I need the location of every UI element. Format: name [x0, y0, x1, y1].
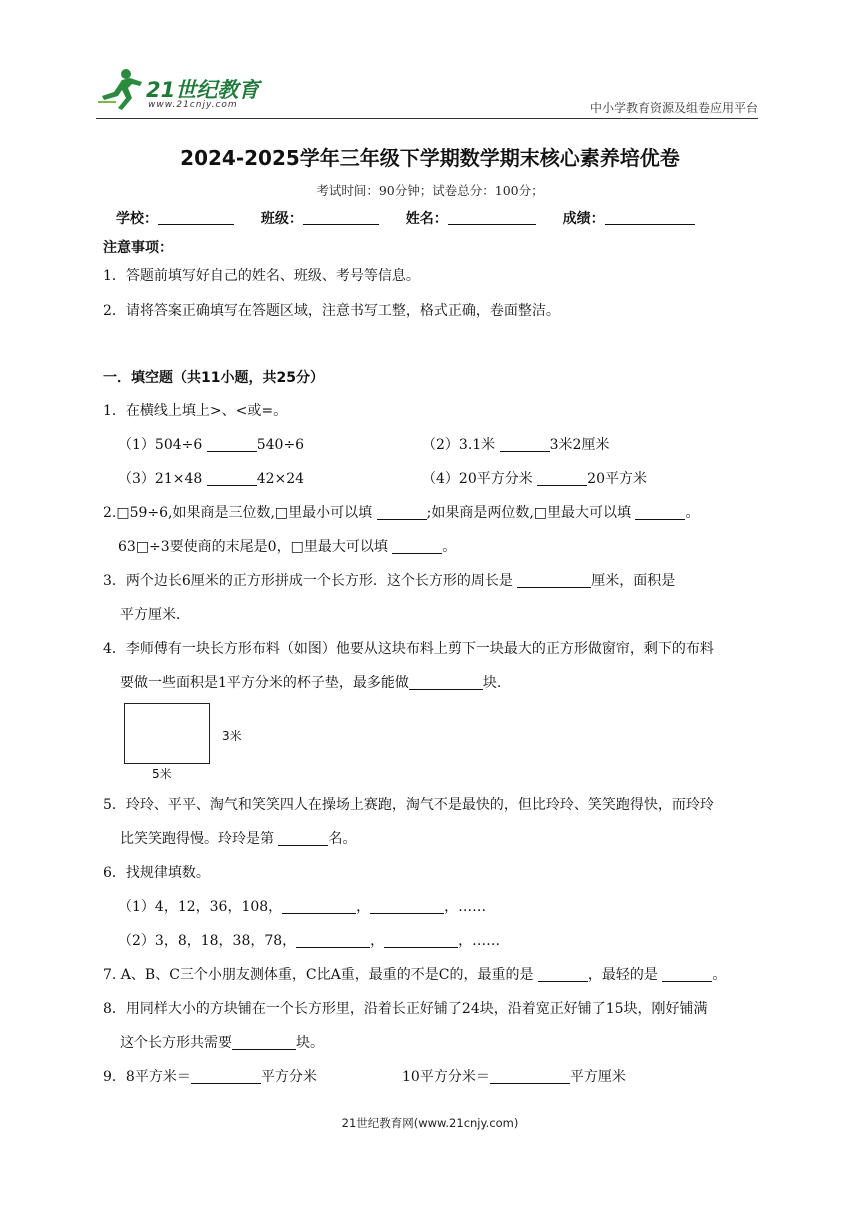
section-heading: 一．填空题（共11小题，共25分） — [103, 370, 324, 386]
logo-text: 21世纪教育 — [146, 78, 260, 102]
q2-text-d: 63□÷3要使商的末尾是0，□里最大可以填 — [118, 539, 393, 555]
q6-series2 — [118, 930, 500, 950]
q1-part4-blank[interactable] — [537, 471, 587, 486]
q1-part1 — [118, 434, 304, 454]
q1-part2 — [422, 434, 609, 454]
q1-part2-right: 3米2厘米 — [549, 437, 610, 453]
q2-blank-2[interactable] — [635, 505, 685, 520]
student-info-row — [116, 208, 717, 228]
q1-part3-left: （3）21×48 — [118, 471, 207, 487]
q1-part2-left: （2）3.1米 — [422, 437, 500, 453]
score-label: 成绩： — [562, 211, 605, 227]
logo-url: www.21cnjy.com — [148, 100, 238, 110]
q3-line2: 平方厘米． — [120, 607, 190, 623]
q5-blank[interactable] — [278, 831, 328, 846]
header-divider — [96, 118, 758, 119]
q6-series1-comma: ， — [356, 899, 371, 915]
q9-text-b: 平方分米 — [260, 1069, 317, 1085]
q1-part3 — [118, 468, 304, 488]
q9-part1 — [103, 1066, 317, 1086]
q6-series1-blank-1[interactable] — [282, 899, 356, 914]
q2-text-a: 2.□59÷6,如果商是三位数,□里最小可以填 — [103, 505, 377, 521]
q5-text-c: 名。 — [328, 831, 357, 847]
page-footer: 21世纪教育网(www.21cnjy.com) — [341, 1116, 519, 1130]
fabric-rectangle-figure — [124, 703, 210, 764]
runner-logo-icon — [96, 66, 148, 112]
q1-part3-blank[interactable] — [207, 471, 257, 486]
q6-series1 — [118, 896, 486, 916]
q9-part2 — [402, 1066, 626, 1086]
q1-stem: 1．在横线上填上>、<或=。 — [103, 403, 288, 419]
q6-series1-ellipsis: ，…… — [444, 899, 487, 915]
q4-text-c: 块. — [482, 675, 502, 691]
q5-text-b: 比笑笑跑得慢。玲玲是第 — [120, 831, 279, 847]
q2-blank-1[interactable] — [377, 505, 427, 520]
class-label: 班级： — [260, 211, 303, 227]
name-label: 姓名： — [405, 211, 448, 227]
q6-series1-blank-2[interactable] — [370, 899, 444, 914]
q9-blank-2[interactable] — [490, 1069, 570, 1084]
q4-line1: 4．李师傅有一块长方形布料（如图）他要从这块布料上剪下一块最大的正方形做窗帘，剩下的布料 — [103, 641, 714, 657]
q4-text-b: 要做一些面积是1平方分米的杯子垫，最多能做 — [120, 675, 409, 691]
q1-part1-right: 540÷6 — [256, 437, 305, 453]
logo — [96, 66, 266, 116]
q7-blank-1[interactable] — [538, 967, 588, 982]
q2-blank-3[interactable] — [392, 539, 442, 554]
q2-text-c: 。 — [685, 505, 700, 521]
q7-text-a: 7. A、B、C三个小朋友测体重，C比A重，最重的不是C的，最重的是 — [103, 967, 538, 983]
school-field[interactable] — [158, 210, 234, 225]
q6-series2-blank-2[interactable] — [384, 933, 458, 948]
q7-text-c: 。 — [712, 967, 727, 983]
q8-text-c: 块。 — [296, 1035, 324, 1051]
q5-line1: 5．玲玲、平平、淘气和笑笑四人在操场上赛跑，淘气不是最快的，但比玲玲、笑笑跑得快，而玲玲 — [103, 797, 714, 813]
q6-series2-comma: ， — [370, 933, 385, 949]
q6-series2-ellipsis: ，…… — [458, 933, 501, 949]
q1-part4 — [422, 468, 647, 488]
q8-line1: 8．用同样大小的方块铺在一个长方形里，沿着长正好铺了24块，沿着宽正好铺了15块，刚好铺满 — [103, 1001, 708, 1017]
q9-text-d: 平方厘米 — [569, 1069, 626, 1085]
notes-heading: 注意事项： — [103, 240, 173, 256]
exam-subtitle: 考试时间：90分钟；试卷总分：100分； — [316, 183, 544, 198]
q6-series2-blank-1[interactable] — [296, 933, 370, 948]
q1-part3-right: 42×24 — [256, 471, 305, 487]
q1-part4-left: （4）20平方分米 — [422, 471, 538, 487]
q7-line — [103, 964, 726, 984]
q7-blank-2[interactable] — [662, 967, 712, 982]
q4-blank[interactable] — [409, 675, 483, 690]
page-title: 2024-2025学年三年级下学期数学期末核心素养培优卷 — [180, 146, 680, 170]
score-field[interactable] — [605, 210, 695, 225]
figure-width-label: 5米 — [152, 767, 172, 781]
q2-text-e: 。 — [442, 539, 457, 555]
q7-text-b: ，最轻的是 — [587, 967, 663, 983]
platform-name: 中小学教育资源及组卷应用平台 — [589, 101, 758, 115]
q9-blank-1[interactable] — [191, 1069, 261, 1084]
class-field[interactable] — [303, 210, 379, 225]
q1-part4-right: 20平方米 — [587, 471, 647, 487]
q8-blank[interactable] — [232, 1035, 296, 1050]
q2-line1 — [103, 502, 699, 522]
q3-line1 — [103, 570, 675, 590]
q1-part2-blank[interactable] — [500, 437, 550, 452]
q3-blank[interactable] — [517, 573, 591, 588]
q3-text-a: 3．两个边长6厘米的正方形拼成一个长方形．这个长方形的周长是 — [103, 573, 518, 589]
q9-text-c: 10平方分米＝ — [402, 1069, 490, 1085]
figure-height-label: 3米 — [222, 729, 242, 743]
q6-series1-text: （1）4，12，36，108， — [118, 899, 283, 915]
q8-line2 — [120, 1032, 324, 1052]
q8-text-b: 这个长方形共需要 — [120, 1035, 232, 1051]
q4-line2 — [120, 672, 501, 692]
q1-part1-blank[interactable] — [207, 437, 257, 452]
q5-line2 — [120, 828, 356, 848]
name-field[interactable] — [448, 210, 536, 225]
q6-stem: 6．找规律填数。 — [103, 865, 210, 881]
note-item-2: 2．请将答案正确填写在答题区域，注意书写工整，格式正确，卷面整洁。 — [103, 303, 560, 319]
q1-part1-left: （1）504÷6 — [118, 437, 207, 453]
q9-text-a: 9．8平方米＝ — [103, 1069, 191, 1085]
q3-text-b: 厘米，面积是 — [591, 573, 676, 589]
school-label: 学校： — [116, 211, 158, 227]
q2-text-b: ;如果商是两位数,□里最大可以填 — [426, 505, 636, 521]
q2-line2 — [118, 536, 456, 556]
q6-series2-text: （2）3，8，18，38，78， — [118, 933, 297, 949]
note-item-1: 1．答题前填写好自己的姓名、班级、考号等信息。 — [103, 268, 420, 284]
